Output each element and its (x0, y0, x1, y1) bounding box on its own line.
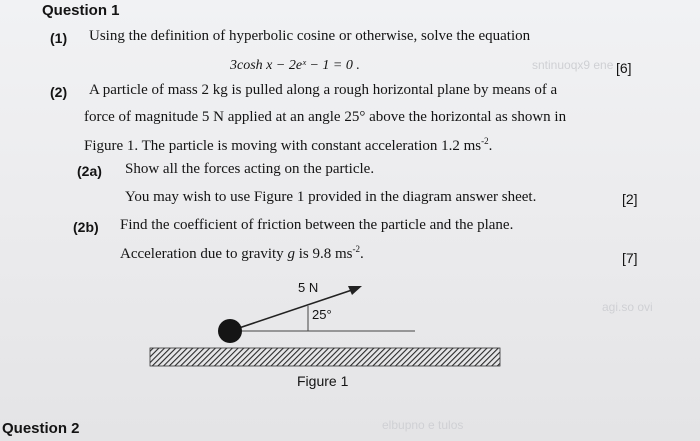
rough-surface (150, 348, 500, 366)
angle-label: 25° (312, 307, 332, 322)
force-line (230, 290, 352, 331)
equation: 3cosh x − 2eˣ − 1 = 0 . (230, 58, 360, 73)
part-2-line-3: Figure 1. The particle is moving with constant acceleration 1.2 $ms^{-2}$. (84, 136, 493, 154)
force-arrowhead (348, 286, 362, 295)
force-label: 5 N (298, 280, 319, 295)
question-2-heading: Question 2 (2, 420, 80, 437)
show-through-text: sntinuoqx9 ene (532, 58, 614, 72)
part-2-number: (2) (50, 84, 68, 100)
part-2a-marks: [2] (622, 191, 638, 207)
part-2b-number: (2b) (73, 219, 99, 235)
question-1-heading: Question 1 (42, 2, 120, 19)
part-2b-marks: [7] (622, 250, 638, 266)
part-2b-line-2: Acceleration due to gravity g is 9.8 $ms^{-2}$. (120, 244, 364, 262)
part-2a-line-1: Show all the forces acting on the particle. (125, 161, 375, 177)
part-2a-line-2: You may wish to use Figure 1 provided in the diagram answer sheet. (125, 189, 537, 205)
part-2a-number: (2a) (77, 163, 102, 179)
part-1-marks: [6] (616, 60, 632, 76)
show-through-text: agi.so ovi (602, 300, 653, 314)
part-2b-line-1: Find the coefficient of friction between the particle and the plane. (120, 217, 514, 233)
part-2-line-2: force of magnitude 5 N applied at an angle 25° above the horizontal as shown in (84, 109, 567, 125)
part-1-number: (1) (50, 30, 68, 46)
part-1-text: Using the definition of hyperbolic cosine or otherwise, solve the equation (89, 28, 531, 44)
figure-caption: Figure 1 (297, 373, 349, 389)
part-2-line-1: A particle of mass 2 kg is pulled along a rough horizontal plane by means of a (89, 82, 558, 98)
show-through-text: elbupno e tulos (382, 418, 464, 432)
particle (218, 319, 242, 343)
